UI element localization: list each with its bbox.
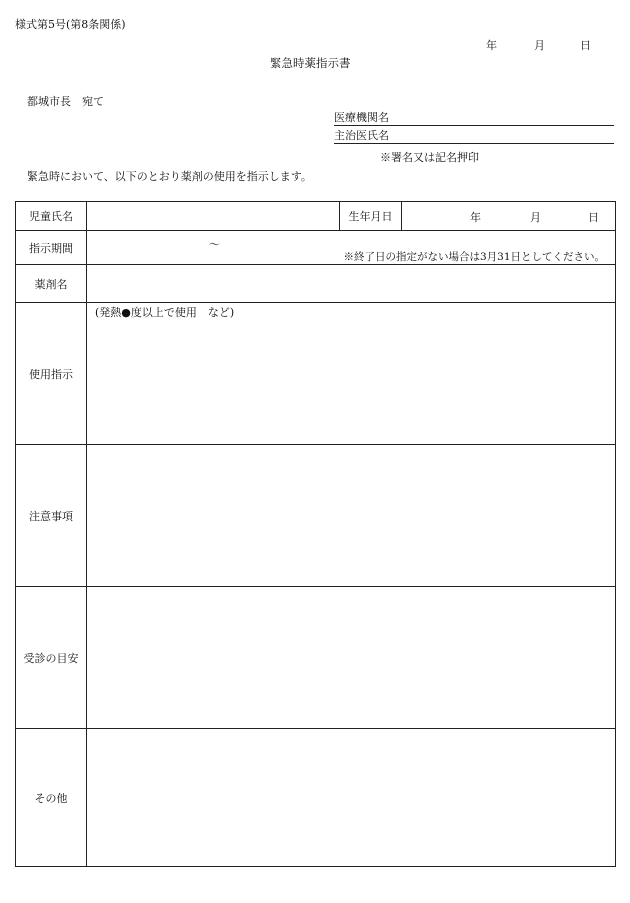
period-separator: ～ [209,238,220,251]
date-year-label: 年 [486,39,497,52]
addressee: 都城市長 宛て [27,95,104,108]
birth-year-label: 年 [470,211,481,224]
period-note: ※終了日の指定がない場合は3月31日としてください。 [343,251,605,263]
table-row-period [16,231,616,265]
doctor-name-field[interactable] [334,129,614,144]
visit-guideline-field[interactable] [87,587,616,729]
period-field[interactable] [87,231,616,265]
other-label: その他 [16,729,87,867]
instruction-table [15,201,616,867]
document-title: 緊急時薬指示書 [270,56,351,70]
table-row-visit [16,587,616,729]
table-row-caution [16,445,616,587]
birth-day-label: 日 [588,211,599,224]
drug-name-field[interactable] [87,265,616,303]
birthdate-field[interactable] [402,202,616,231]
caution-field[interactable] [87,445,616,587]
date-day-label: 日 [580,39,591,52]
visit-guideline-label: 受診の目安 [16,587,87,729]
doctor-name-label: 主治医氏名 [334,129,389,142]
drug-name-label: 薬剤名 [16,265,87,303]
child-name-label: 児童氏名 [16,202,87,231]
intro-text: 緊急時において、以下のとおり薬剤の使用を指示します。 [27,170,312,183]
birthdate-label: 生年月日 [340,202,402,231]
table-row-drug [16,265,616,303]
birth-month-label: 月 [530,211,541,224]
child-name-field[interactable] [87,202,340,231]
signature-note: ※署名又は記名押印 [380,151,479,164]
form-number: 様式第5号(第8条関係) [15,18,126,31]
institution-name-field[interactable] [334,111,614,126]
usage-hint: (発熱●度以上で使用 など) [95,306,235,319]
table-row-other [16,729,616,867]
table-row-usage [16,303,616,445]
table-row-child-name [16,202,616,231]
usage-field[interactable] [87,303,616,445]
other-field[interactable] [87,729,616,867]
institution-name-label: 医療機関名 [334,111,389,124]
period-label: 指示期間 [16,231,87,265]
usage-label: 使用指示 [16,303,87,445]
date-month-label: 月 [534,39,545,52]
caution-label: 注意事項 [16,445,87,587]
